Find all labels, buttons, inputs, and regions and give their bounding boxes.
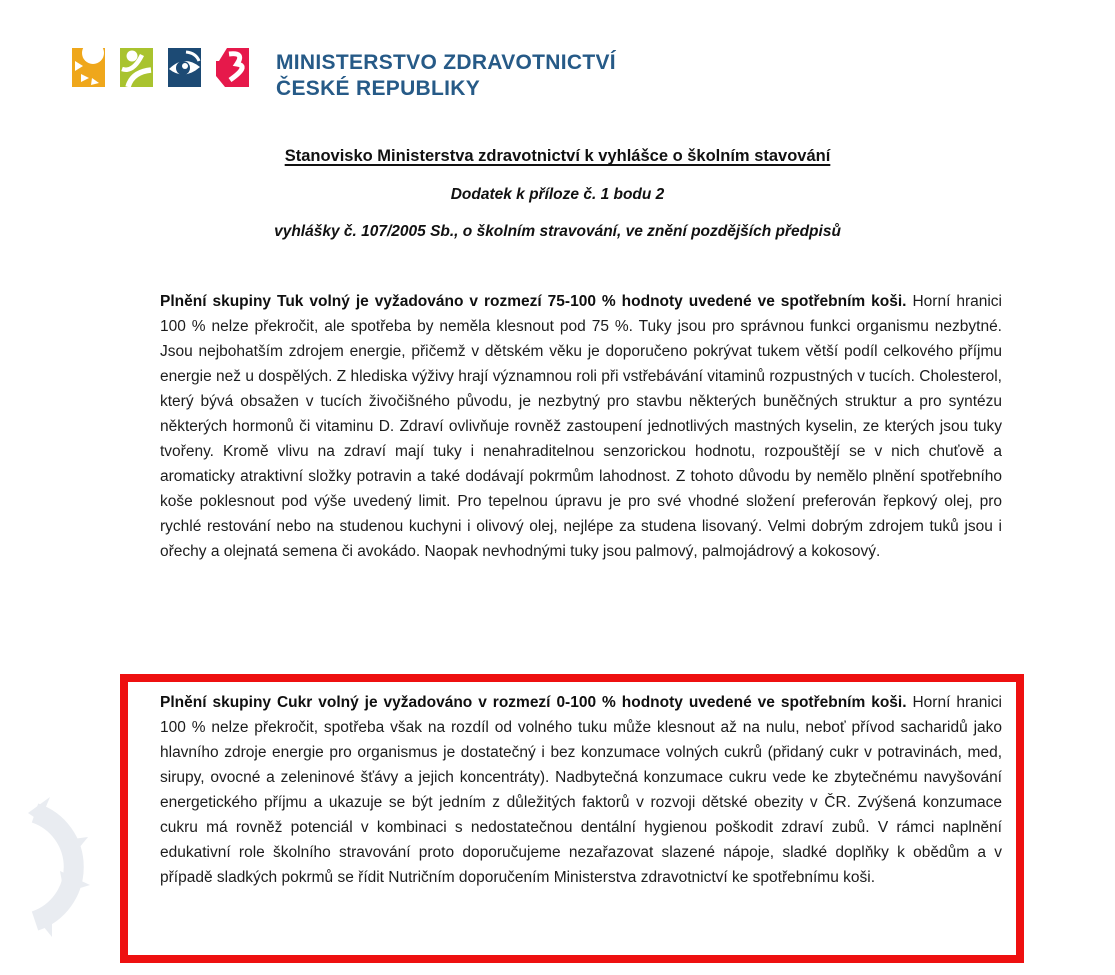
ministry-logo (72, 48, 616, 102)
org-name (276, 50, 616, 102)
paragraph-fat-lead: Plnění skupiny Tuk volný je vyžadováno v rozmezí 75-100 % hodnoty uvedené ve spotřebním koši. (160, 293, 907, 310)
sun-rays-watermark-icon (0, 783, 120, 975)
logo-tile-eye-icon (168, 48, 201, 87)
doc-title (0, 147, 1115, 166)
paragraph-sugar-body: Horní hranici 100 % nelze překročit, spotřeba však na rozdíl od volného tuku může klesnout až na nulu, neboť přívod sacharidů jako hlavního zdroje energie pro organismus je dostatečný i bez konzumace volných cukrů (přidaný cukr v potravinách, med, sirupy, ovocné a zeleninové šťávy a jejich koncentráty). Nadbytečná konzumace cukru vede ke zbytečnému navyšování energetického příjmu a ukazuje se být jedním z důležitých faktorů v rozvoji dětské obezity v ČR. Zvýšená konzumace cukru má rovněž potenciál v kombinaci s nedostatečnou dentální hygienou poškodit zdraví zubů. V rámci naplnění edukativní role školního stravování proto doporučujeme nezařazovat slazené nápoje, sladké doplňky k obědům a v případě sladkých pokrmů se řídit Nutričním doporučením Ministerstva zdravotnictví ke spotřebnímu koši. (160, 694, 1002, 886)
logo-tiles (72, 48, 249, 87)
doc-title-text: Stanovisko Ministerstva zdravotnictví k vyhlášce o školním stavování (284, 147, 831, 165)
doc-subtitle-annex: Dodatek k příloze č. 1 bodu 2 (450, 186, 665, 203)
paragraph-fat (160, 289, 1002, 564)
logo-tile-ribbon-icon (216, 48, 249, 87)
logo-tile-bird-icon (72, 48, 105, 87)
paragraph-fat-body: Horní hranici 100 % nelze překročit, ale spotřeba by neměla klesnout pod 75 %. Tuky jsou pro správnou funkci organismu nezbytné. Jsou nejbohatším zdrojem energie, přičemž v dětském věku je doporučeno pokrývat tukem větší podíl celkového příjmu energie než u dospělých. Z hlediska výživy hrají významnou roli při vstřebávání vitaminů rozpustných v tucích. Cholesterol, který bývá obsažen v tucích živočišného původu, je nezbytný pro stavbu některých buněčných struktur a pro syntézu některých hormonů či vitaminu D. Zdraví ovlivňuje rovněž zastoupení jednotlivých mastných kyselin, ze kterých jsou tuky tvořeny. Kromě vlivu na zdraví mají tuky i nenahraditelnou senzorickou hodnotu, rozpouštějí se v nich chuťově a aromaticky atraktivní složky potravin a také dodávají pokrmům lahodnost. Z tohoto důvodu by nemělo plnění spotřebního koše poklesnout pod výše uvedený limit. Pro tepelnou úpravu je pro své vhodné složení preferován řepkový olej, pro rychlé restování nebo na studenou kuchyni i olivový olej, nejlépe za studena lisovaný. Velmi dobrým zdrojem tuků jsou i ořechy a olejnatá semena či avokádo. Naopak nevhodnými tuky jsou palmový, palmojádrový a kokosový. (160, 293, 1002, 560)
org-name-line2: ČESKÉ REPUBLIKY (276, 77, 481, 100)
logo-tile-person-icon (120, 48, 153, 87)
paragraph-sugar-lead: Plnění skupiny Cukr volný je vyžadováno v rozmezí 0-100 % hodnoty uvedené ve spotřebním koši. (160, 694, 907, 711)
doc-subtitle-decree: vyhlášky č. 107/2005 Sb., o školním stravování, ve znění pozdějších předpisů (274, 223, 841, 240)
org-name-line1: MINISTERSTVO ZDRAVOTNICTVÍ (276, 51, 616, 74)
paragraph-sugar (160, 690, 1002, 890)
highlight-box (120, 674, 1024, 963)
